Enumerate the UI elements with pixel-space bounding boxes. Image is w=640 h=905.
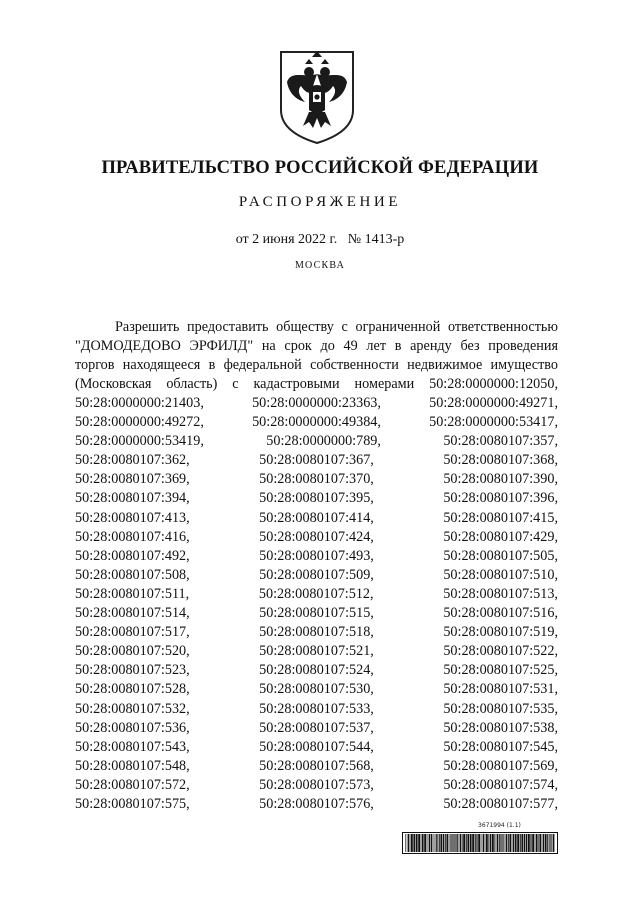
cadastral-number: 50:28:0080107:568, [259, 757, 374, 774]
cadastral-number: 50:28:0080107:493, [259, 547, 374, 564]
cadastral-row [75, 604, 558, 623]
cadastral-number: 50:28:0080107:532, [75, 700, 190, 717]
cadastral-number: 50:28:0080107:394, [75, 490, 190, 507]
cadastral-number: 50:28:0080107:362, [75, 452, 190, 469]
cadastral-number: 50:28:0080107:572, [75, 776, 190, 793]
cadastral-number: 50:28:0080107:508, [75, 566, 190, 583]
cadastral-number: 50:28:0080107:414, [259, 509, 374, 526]
cadastral-number: 50:28:0080107:429, [443, 528, 558, 545]
cadastral-number: 50:28:0000000:49272, [75, 414, 204, 431]
cadastral-number: 50:28:0080107:524, [259, 662, 374, 679]
cadastral-number: 50:28:0080107:574, [443, 776, 558, 793]
cadastral-number: 50:28:0080107:517, [75, 624, 190, 641]
cadastral-number: 50:28:0080107:531, [443, 681, 558, 698]
cadastral-row [75, 528, 558, 547]
cadastral-number: 50:28:0080107:516, [443, 605, 558, 622]
city: МОСКВА [294, 260, 346, 271]
document-code: 3671994 (1.1) [478, 822, 521, 829]
cadastral-number: 50:28:0080107:519, [443, 624, 558, 641]
cadastral-number: 50:28:0080107:520, [75, 643, 190, 660]
cadastral-number: 50:28:0080107:415, [443, 509, 558, 526]
cadastral-row [75, 470, 558, 489]
cadastral-row [75, 680, 558, 699]
cadastral-row [75, 566, 558, 585]
cadastral-number: 50:28:0080107:548, [75, 757, 190, 774]
cadastral-number: 50:28:0080107:395, [259, 490, 374, 507]
cadastral-number: 50:28:0080107:573, [259, 776, 374, 793]
cadastral-number: 50:28:0000000:49384, [252, 414, 381, 431]
cadastral-row [75, 489, 558, 508]
document-type: РАСПОРЯЖЕНИЕ [238, 194, 402, 210]
cadastral-number: 50:28:0080107:369, [75, 471, 190, 488]
cadastral-row [75, 451, 558, 470]
cadastral-row [75, 585, 558, 604]
cadastral-number: 50:28:0080107:357, [443, 433, 558, 450]
body-paragraph [75, 318, 558, 394]
cadastral-number: 50:28:0080107:569, [443, 757, 558, 774]
cadastral-number: 50:28:0080107:544, [259, 738, 374, 755]
cadastral-number: 50:28:0080107:390, [443, 471, 558, 488]
cadastral-row [75, 642, 558, 661]
cadastral-row [75, 719, 558, 738]
government-title: ПРАВИТЕЛЬСТВО РОССИЙСКОЙ ФЕДЕРАЦИИ [101, 158, 539, 178]
cadastral-number: 50:28:0080107:370, [259, 471, 374, 488]
cadastral-number: 50:28:0080107:368, [443, 452, 558, 469]
cadastral-number: 50:28:0080107:367, [259, 452, 374, 469]
cadastral-number: 50:28:0080107:396, [443, 490, 558, 507]
body-line: "ДОМОДЕДОВО ЭРФИЛД" на срок до 49 лет в аренду без проведения [75, 338, 558, 354]
cadastral-row [75, 432, 558, 451]
cadastral-number: 50:28:0080107:509, [259, 566, 374, 583]
cadastral-number: 50:28:0080107:513, [443, 585, 558, 602]
cadastral-number: 50:28:0080107:530, [259, 681, 374, 698]
body-line: Разрешить предоставить обществу с ограниченной ответственностью [115, 319, 558, 335]
cadastral-row [75, 661, 558, 680]
cadastral-number: 50:28:0080107:522, [443, 643, 558, 660]
cadastral-number: 50:28:0080107:576, [259, 795, 374, 812]
cadastral-number: 50:28:0080107:545, [443, 738, 558, 755]
cadastral-row [75, 413, 558, 432]
cadastral-number: 50:28:0080107:523, [75, 662, 190, 679]
cadastral-number: 50:28:0080107:543, [75, 738, 190, 755]
cadastral-number: 50:28:0080107:416, [75, 528, 190, 545]
cadastral-number: 50:28:0080107:575, [75, 795, 190, 812]
cadastral-row [75, 623, 558, 642]
cadastral-row [75, 700, 558, 719]
cadastral-number: 50:28:0080107:512, [258, 585, 374, 602]
cadastral-number: 50:28:0080107:413, [75, 509, 190, 526]
cadastral-number: 50:28:0080107:511, [75, 585, 190, 602]
cadastral-row [75, 547, 558, 566]
cadastral-number: 50:28:0080107:514, [75, 605, 190, 622]
cadastral-number-list [75, 394, 558, 814]
cadastral-number: 50:28:0080107:577, [443, 795, 558, 812]
cadastral-row [75, 394, 558, 413]
cadastral-number: 50:28:0080107:533, [259, 700, 374, 717]
body-line: торгов находящееся в федеральной собственности недвижимое имущество [75, 357, 558, 373]
cadastral-number: 50:28:0000000:53419, [75, 433, 204, 450]
cadastral-number: 50:28:0080107:537, [259, 719, 374, 736]
cadastral-number: 50:28:0000000:21403, [75, 395, 204, 411]
cadastral-number: 50:28:0080107:492, [75, 547, 190, 564]
cadastral-number: 50:28:0080107:538, [443, 719, 558, 736]
cadastral-number: 50:28:0080107:510, [443, 566, 558, 583]
cadastral-number: 50:28:0080107:515, [259, 605, 374, 622]
document-date: от 2 июня 2022 г. [235, 232, 338, 247]
cadastral-number: 50:28:0080107:518, [259, 624, 374, 641]
document-number: № 1413-р [347, 232, 405, 247]
body-line: (Московская область) с кадастровыми номерами 50:28:0000000:12050, [75, 376, 558, 392]
cadastral-number: 50:28:0000000:49271, [429, 395, 558, 411]
date-and-number [0, 232, 640, 248]
cadastral-row [75, 795, 558, 814]
cadastral-row [75, 757, 558, 776]
cadastral-number: 50:28:0080107:525, [443, 662, 558, 679]
cadastral-row [75, 776, 558, 795]
cadastral-number: 50:28:0080107:521, [259, 643, 374, 660]
cadastral-number: 50:28:0080107:424, [259, 528, 374, 545]
cadastral-number: 50:28:0080107:528, [75, 681, 190, 698]
barcode-icon [402, 832, 558, 854]
cadastral-number: 50:28:0000000:23363, [252, 395, 381, 411]
cadastral-row [75, 509, 558, 528]
cadastral-row [75, 738, 558, 757]
cadastral-number: 50:28:0080107:505, [443, 547, 558, 564]
cadastral-number: 50:28:0000000:789, [266, 433, 381, 450]
cadastral-number: 50:28:0080107:536, [75, 719, 190, 736]
cadastral-number: 50:28:0080107:535, [443, 700, 558, 717]
russian-coat-of-arms-icon [275, 48, 359, 146]
cadastral-number: 50:28:0000000:53417, [429, 414, 558, 431]
